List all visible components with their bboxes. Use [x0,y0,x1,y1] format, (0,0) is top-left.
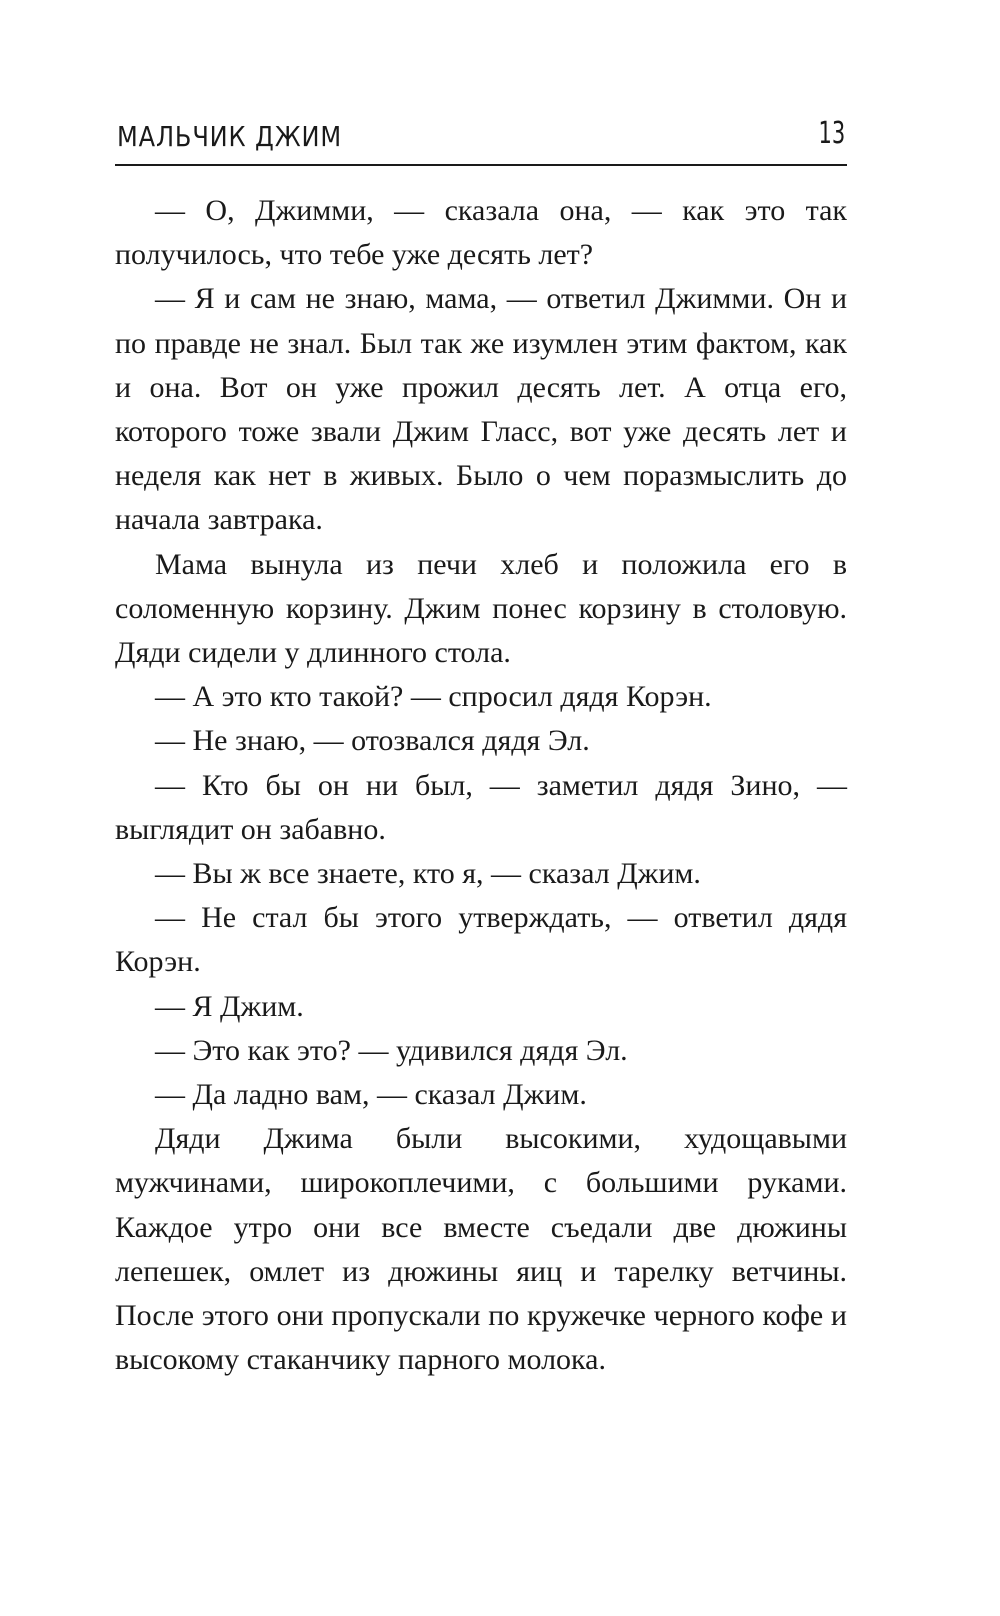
paragraph: — Это как это? — удивился дядя Эл. [155,1033,628,1067]
paragraph: — Вы ж все знаете, кто я, — сказал Джим. [155,857,701,891]
paragraph: — Я и сам не знаю, мама, — ответил Джимми. Он и по правде не знал. Был так же изумлен этим фактом, как и она. Вот он уже прожил десять лет. А отца его, которого тоже звали Джим Гласс, вот уже десять лет и неделя как нет в живых. Было о чем поразмыслить до начала завтрака. [115,282,847,537]
paragraph: — А это кто такой? — спросил дядя Корэн. [155,680,712,714]
paragraph: — Не знаю, — отозвался дядя Эл. [155,724,590,758]
paragraph: — О, Джимми, — сказала она, — как это так получилось, что тебе уже десять лет? [115,194,847,272]
paragraph: — Не стал бы этого утверждать, — ответил дядя Корэн. [115,901,847,979]
page-header [115,116,847,166]
running-title: МАЛЬЧИК ДЖИМ [117,120,343,153]
paragraph: — Кто бы он ни был, — заметил дядя Зино, — выглядит он забавно. [115,768,847,846]
paragraph: — Да ладно вам, — сказал Джим. [155,1078,587,1112]
paragraph: — Я Джим. [155,989,304,1023]
paragraph: Мама вынула из печи хлеб и положила его в соломенную корзину. Джим понес корзину в столовую. Дяди сидели у длинного стола. [115,547,847,670]
paragraph: Дяди Джима были высокими, худощавыми мужчинами, широкоплечими, с большими руками. Каждое утро они все вместе съедали две дюжины лепешек, омлет из дюжины яиц и тарелку ветчины. После этого они пропускали по кружечке черного кофе и высокому стаканчику парного молока. [115,1122,847,1377]
body-text [115,189,847,1382]
page-number: 13 [818,116,845,151]
